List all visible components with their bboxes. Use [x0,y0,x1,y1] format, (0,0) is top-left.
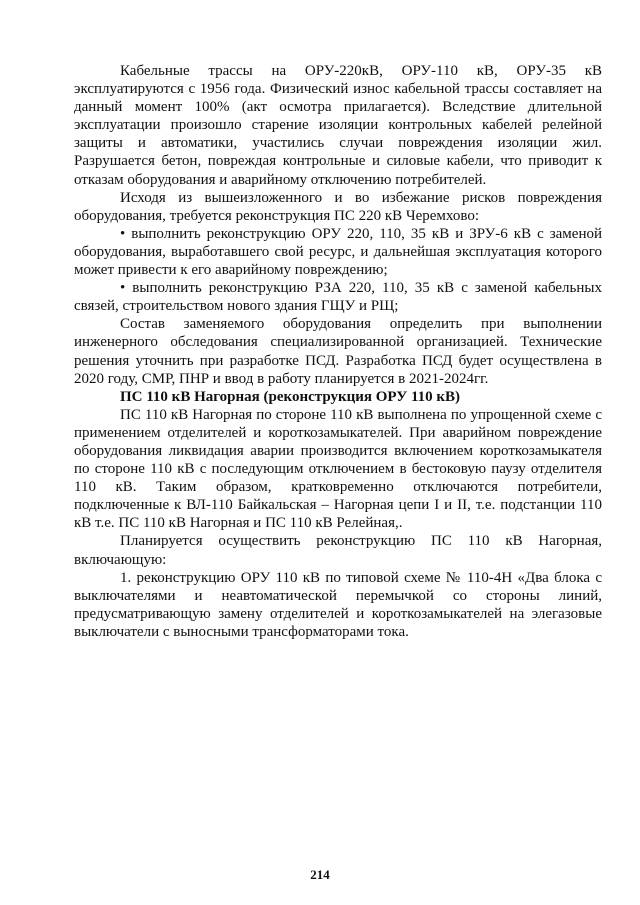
paragraph-planned-reconstruction: Планируется осуществить реконструкцию ПС 110 кВ Нагорная, включающую: [74,533,602,568]
paragraph-cable-routes: Кабельные трассы на ОРУ-220кВ, ОРУ-110 кВ, ОРУ-35 кВ эксплуатируются с 1956 года. Физический износ кабельной трассы составляет на данный момент 100% (акт осмотра прилагается). Вследствие длительной эксплуатации произошло старение изоляции контрольных кабелей релейной защиты и автоматики, участились случаи повреждения изоляции жил. Разрушается бетон, повреждая контрольные и силовые кабели, что приводит к отказам оборудования и аварийному отключению потребителей. [74,63,602,188]
page-number: 214 [310,867,330,882]
list-item-1: 1. реконструкцию ОРУ 110 кВ по типовой схеме № 110-4Н «Два блока с выключателями и неавтоматической перемычкой со стороны линий, предусматривающую замену отделителей и короткозамыкателей на элегазовые выключатели с выносными трансформаторами тока. [74,569,602,640]
bullet-rza-reconstruction: • выполнить реконструкцию РЗА 220, 110, 35 кВ с заменой кабельных связей, строительством нового здания ГЩУ и РЩ; [74,280,602,315]
section-heading-nagornaya: ПС 110 кВ Нагорная (реконструкция ОРУ 110 кВ) [120,388,461,405]
paragraph-equipment-scope: Состав заменяемого оборудования определить при выполнении инженерного обследования специализированной организацией. Технические решения уточнить при разработке ПСД. Разработка ПСД будет осуществлена в 2020 году, СМР, ПНР и ввод в работу планируется в 2021-2024гг. [74,316,602,387]
page-body [74,62,602,641]
paragraph-reconstruction-cheremkhovo: Исходя из вышеизложенного и во избежание рисков повреждения оборудования, требуется реконструкция ПС 220 кВ Черемхово: [74,189,602,224]
paragraph-nagornaya-scheme: ПС 110 кВ Нагорная по стороне 110 кВ выполнена по упрощенной схеме с применением отделителей и короткозамыкателей. При аварийном повреждение оборудования ликвидация аварии производится включением короткозамыкателя по стороне 110 кВ с последующим отключением в бестоковую паузу отделителя 110 кВ. Таким образом, кратковременно отключаются потребители, подключенные к ВЛ-110 Байкальская – Нагорная цепи I и II, т.е. подстанции 110 кВ т.е. ПС 110 кВ Нагорная и ПС 110 кВ Релейная,. [74,406,602,532]
bullet-oru-reconstruction: • выполнить реконструкцию ОРУ 220, 110, 35 кВ и ЗРУ-6 кВ с заменой оборудования, выработавшего свой ресурс, и дальнейшая эксплуатация которого может привести к его аварийному повреждению; [74,225,602,279]
